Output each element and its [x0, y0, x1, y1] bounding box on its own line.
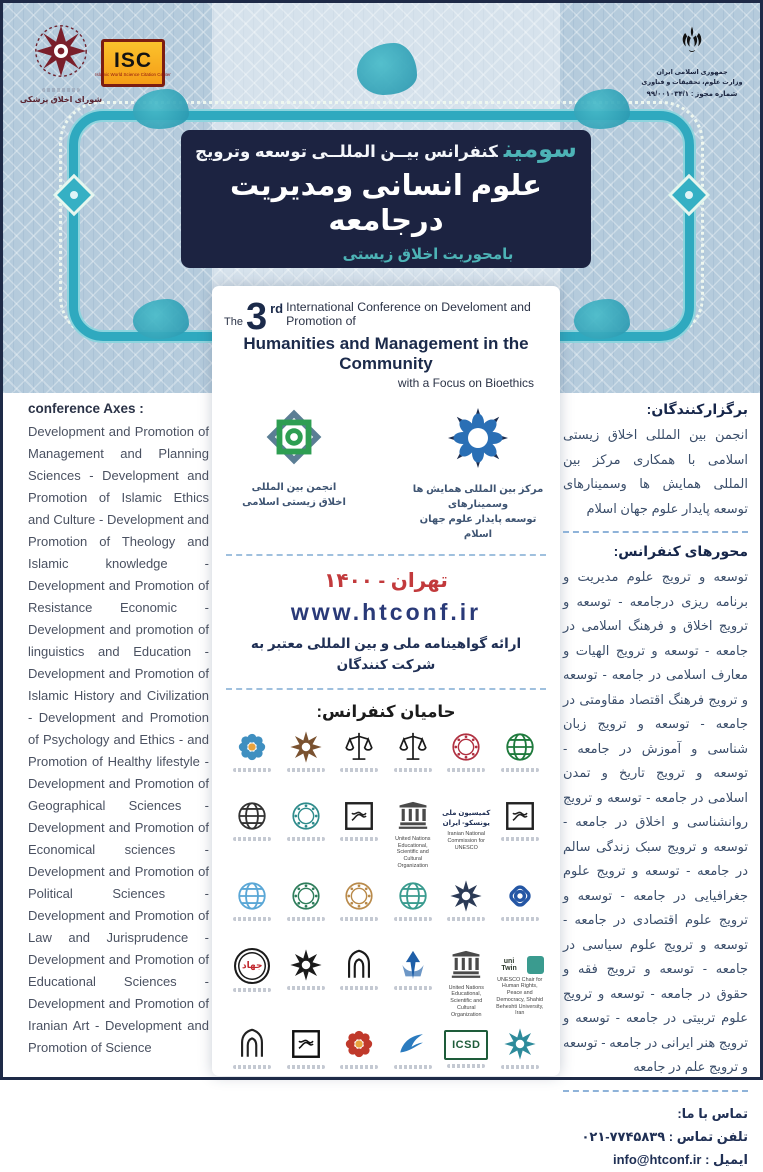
- title-line1: International Conference on Develoment and Promotion of: [286, 300, 531, 328]
- axes-body-en: Development and Promotion of Management and Planning Sciences - Development and Promotion of Islamic Ethics and Culture - Development and Promotion of Theology and Islamic knowledge - Development and Promotion of Resistance Economic - Development and promotion of linguistics and Education - Development and Promotion of Islamic History and Civilization - Development and Promotion of Psychology and Ethics - and Promotion of Healthy lifestyle - Development and Promotion of Geographical Sciences - Development and Promotion of Economical sciences - Development and Promotion of Political Sciences - Development and Promotion of Law and Jurisprudence - Development and Promotion of Educational Sciences - Development and Promotion of Iranian Art - Development and Promotion of Science: [28, 424, 209, 1055]
- unesco-chair-unitwin-logo: uni Twin UNESCO Chair for Human Rights, Peace and Democracy, Shahid Beheshti University, Iran: [496, 957, 544, 1017]
- isc-label: ISC: [113, 48, 152, 72]
- islamic-human-rights-commission-logo: [442, 730, 491, 790]
- dashed-separator: [563, 1090, 748, 1092]
- contact-heading: تماس با ما:: [677, 1105, 748, 1121]
- dashed-separator: [226, 554, 546, 556]
- banner-subtitle: بامحوریت اخلاق زیستی: [342, 246, 514, 263]
- banner-main-title: علوم انسانی ومدیریت درجامعه: [230, 170, 542, 237]
- unesco-logo-2: United Nations Educational, Scientific and Cultural Organization: [442, 948, 491, 1019]
- tulip-outline-logo: [228, 1027, 277, 1087]
- title-line3: with a Focus on Bioethics: [397, 376, 534, 390]
- navy-star-flower-icon: [446, 406, 510, 470]
- teal-flourish: [133, 299, 189, 339]
- green-geometric-knot-icon: [263, 406, 325, 468]
- navy-geometric-ornament-logo: [442, 879, 491, 939]
- contact-email: ایمیل : info@htconf.ir: [612, 1152, 748, 1168]
- sustainable-development-center-logo: [408, 406, 548, 542]
- maroon-flower-emblem-icon: [33, 23, 89, 79]
- gov-line2: وزارت علوم، تحقیقات و فناوری: [641, 78, 743, 86]
- black-starburst-logo: [282, 948, 331, 1019]
- floral-medallion-logo: [335, 879, 384, 939]
- title-ordinal: rd: [270, 301, 284, 316]
- axes-heading-en: conference Axes :: [28, 401, 144, 416]
- unesco-logo-1: United Nations Educational, Scientific and Cultural Organization: [389, 799, 438, 870]
- title-number: 3: [245, 295, 268, 338]
- isc-subtitle: Islamic World Science Citation Center: [95, 71, 171, 77]
- teal-flourish: [574, 299, 630, 339]
- title-line2: Humanities and Management in the Community: [243, 334, 529, 373]
- banner-line1-rest: کنفرانس بیــن المللــی توسعه وترویج: [195, 143, 498, 161]
- center-card: [212, 286, 560, 1076]
- phone-number: ۰۲۱-۷۷۴۵۸۳۹: [581, 1128, 666, 1144]
- organizers-body: انجمن بین المللی اخلاق زیستی اسلامی با همکاری مرکز بین المللی همایش ها وسمینارهای توسعه پایدار علوم جهان اسلام: [563, 427, 748, 516]
- black-book-square-logo: [282, 1027, 331, 1087]
- blue-globe-lines-logo: [228, 879, 277, 939]
- organizer-logos-row: [224, 406, 548, 542]
- blue-pinwheel-flower-logo: [228, 730, 277, 790]
- teal-eight-point-star-logo: [496, 1027, 545, 1087]
- iran-unesco-commission-logo: کمیسیون ملی یونسکو- ایران Iranian National Commission for UNESCO: [442, 809, 491, 851]
- green-compass-logo: [282, 879, 331, 939]
- bioethics-association-logo: [224, 406, 364, 542]
- medical-university-ethics-logo: [19, 23, 103, 104]
- banner-ordinal-word: سومین: [503, 136, 577, 163]
- sponsors-heading: حامیان کنفرانس:: [316, 702, 456, 721]
- conference-axes-column: [28, 401, 209, 1059]
- gold-star-flower-logo: [282, 730, 331, 790]
- icsd-logo: ICSD: [442, 1027, 491, 1087]
- license-number: شماره مجوز : ۹۹/۰۰۱۰۳۴/۱: [646, 90, 738, 98]
- medical-ethics-caption: شورای اخلاق پزشکی: [19, 95, 103, 104]
- teal-flourish: [574, 89, 630, 129]
- contact-phone: تلفن تماس : ۰۲۱-۷۷۴۵۸۳۹: [581, 1128, 748, 1144]
- title-banner: [181, 130, 591, 268]
- sponsors-grid: [224, 730, 548, 1088]
- persian-info-column: [563, 401, 748, 1172]
- calligraphy-caption-placeholder: [42, 88, 80, 92]
- calligraphy-square-logo-1: [335, 799, 384, 870]
- banner-line1: [181, 135, 591, 164]
- organizers-heading: برگزارکنندگان:: [646, 401, 748, 417]
- islamic-azad-university-logo: [389, 948, 438, 1019]
- contact-block: [563, 1102, 748, 1172]
- english-title-block: [224, 295, 548, 390]
- website-link[interactable]: www.htconf.ir: [290, 599, 482, 625]
- justice-scales-logo-2: [389, 730, 438, 790]
- qom-university-of-technology-logo: [496, 879, 545, 939]
- bioethics-association-caption: انجمن بین المللی اخلاق زیستی اسلامی: [242, 482, 346, 508]
- isesco-globe-logo: [496, 730, 545, 790]
- earth-in-hands-logo: [228, 799, 277, 870]
- mosque-arch-logo: [335, 948, 384, 1019]
- dashed-separator: [563, 531, 748, 533]
- teal-wave-seal-logo: [389, 879, 438, 939]
- isc-logo: [95, 39, 171, 87]
- email-address[interactable]: info@htconf.ir: [612, 1152, 702, 1168]
- jahad-daneshgahi-logo: جهاد: [228, 948, 277, 1019]
- axes-heading-fa: محورهای کنفرانس:: [613, 543, 748, 559]
- sustainable-development-center-caption: مرکز بین المللی همایش ها وسمینارهای توسعه پایدار علوم جهان اسلام: [412, 484, 544, 540]
- calligraphy-square-logo-2: [496, 799, 545, 870]
- title-the: The: [224, 316, 243, 328]
- teal-flourish: [133, 89, 189, 129]
- axes-body-fa: توسعه و ترویج علوم مدیریت و برنامه ریزی درجامعه - توسعه و ترویج اخلاق و فرهنگ اسلامی در جامعه - توسعه و ترویج الهیات و معارف اسلامی در جامعه - توسعه و ترویج فرهنگ اقتصاد مقاومتی در جامعه - توسعه و ترویج زبان شناسی و آموزش در جامعه - توسعه و ترویج تاریخ و تمدن اسلامی در جامعه - توسعه و ترویج روانشناسی و اخلاق در جامعه - توسعه و ترویج سبک زندگی سالم در جامعه - توسعه و ترویج علوم جغرافیایی در جامعه - توسعه و ترویج علوم اقتصادی در جامعه - توسعه و ترویج علوم سیاسی در جامعه - توسعه و ترویج فقه و حقوق در جامعه - توسعه و ترویج علوم تربیتی در جامعه - توسعه و ترویج هنر ایرانی در جامعه - توسعه و ترویج علم در جامعه: [563, 569, 748, 1074]
- teal-mandala-logo: [282, 799, 331, 870]
- blue-wave-swoosh-logo: [389, 1027, 438, 1087]
- justice-scales-logo-1: [335, 730, 384, 790]
- certificate-note: ارائه گواهینامه ملی و بین المللی معتبر به شرکت کنندگان: [250, 636, 522, 672]
- iran-emblem-icon: [672, 23, 712, 63]
- dashed-separator: [226, 688, 546, 690]
- gov-line1: جمهوری اسلامی ایران: [656, 69, 728, 76]
- ministry-of-science-logo: [640, 23, 744, 98]
- city-year: تهران - ۱۴۰۰: [324, 570, 448, 592]
- red-green-flower-logo: [335, 1027, 384, 1087]
